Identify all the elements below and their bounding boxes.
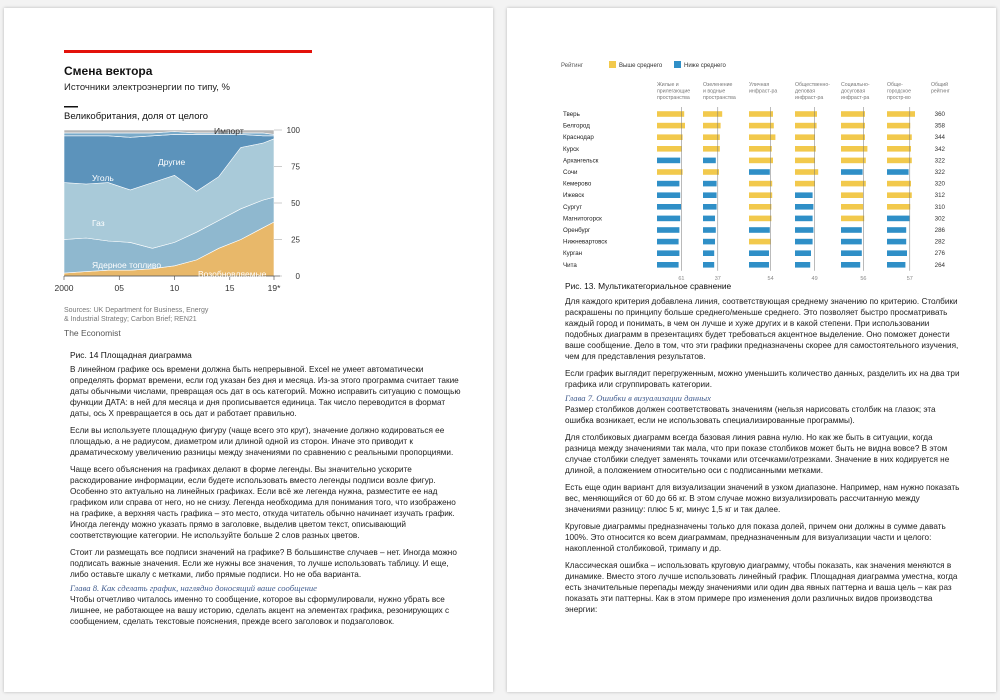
column-header: Уличная инфраст-ра <box>749 82 778 95</box>
bar-mark <box>703 250 714 256</box>
bar-mark <box>795 250 811 256</box>
publisher-logo: The Economist <box>64 328 121 338</box>
row-total-value: 322 <box>934 169 945 176</box>
bar-mark <box>887 250 907 256</box>
area-label-gas: Газ <box>92 218 105 228</box>
paragraph: Если график выглядит перегруженным, можно уменьшить количество данных, разделить их на два три графика или сгруппировать категории. <box>565 369 960 389</box>
bar-mark <box>749 239 771 245</box>
bar-mark <box>887 181 911 187</box>
bar-mark <box>795 181 815 187</box>
body-text-right <box>565 296 963 621</box>
average-value-label: 57 <box>906 275 913 282</box>
x-tick-label: 10 <box>169 283 180 293</box>
bar-mark <box>749 111 773 117</box>
multicategory-bar-chart <box>561 56 961 282</box>
bar-mark <box>887 134 912 140</box>
bar-mark <box>703 111 722 117</box>
average-value-label: 61 <box>678 275 685 282</box>
bar-mark <box>657 158 680 164</box>
bar-mark <box>657 123 685 129</box>
bar-mark <box>887 239 906 245</box>
row-city-label: Кемерово <box>563 180 592 188</box>
paragraph: Стоит ли размещать все подписи значений на графике? В большинстве случаев – нет. Иногда можно подписать важные значения. Если же нужны все значения, то лучше использовать таблицу. И еще, либо оставьте шкалу с метками, либо прямые подписи. Но не оба варианта. <box>70 548 457 579</box>
row-total-value: 282 <box>934 238 945 246</box>
paragraph: Для столбиковых диаграмм всегда базовая линия равна нулю. Но как же быть в ситуации, когда разница между значениями так мала, что при показе столбиков может быть не видна вовсе? В этом случае столбики следует заменять точками или отсечками/отрезками. Значение в них кодируется не длиной, а положением относительно оси с подписанными метками. <box>565 433 950 475</box>
table-row <box>563 250 946 257</box>
x-tick-label: 05 <box>114 283 124 293</box>
row-total-value: 322 <box>934 157 945 165</box>
bar-mark <box>749 146 772 152</box>
y-tick-label: 0 <box>295 272 300 281</box>
bar-mark <box>841 216 864 222</box>
x-tick-label: 15 <box>225 283 235 293</box>
row-total-value: 342 <box>934 145 945 153</box>
bar-mark <box>657 216 680 222</box>
row-city-label: Магнитогорск <box>563 215 602 223</box>
row-total-value: 310 <box>934 203 945 211</box>
bar-mark <box>657 239 679 245</box>
average-value-label: 56 <box>860 275 867 282</box>
figure-caption-13: Рис. 13. Мультикатегориальное сравнение <box>565 281 732 291</box>
row-city-label: Тверь <box>563 111 580 118</box>
row-total-value: 360 <box>934 111 945 118</box>
row-total-value: 264 <box>934 261 945 269</box>
bar-mark <box>749 227 770 233</box>
table-row <box>563 192 946 199</box>
document-page-right <box>507 8 996 692</box>
body-text-left <box>70 364 462 633</box>
y-tick-label: 25 <box>291 235 300 245</box>
row-city-label: Архангельск <box>563 157 599 165</box>
table-row <box>563 157 946 164</box>
bar-mark <box>749 192 772 198</box>
bar-mark <box>657 204 681 210</box>
table-row <box>563 134 946 141</box>
bar-mark <box>795 134 815 140</box>
bar-mark <box>795 204 813 210</box>
paragraph: В линейном графике ось времени должна быть непрерывной. Excel не умеет автоматически определять формат времени, если год указан без дня и месяца. Из-за этого программа считает такие даты обычными числами, превращая ось дат в ось категорий. Можно исправить ситуацию с помощью функции ДАТА: в ней для месяца и дня прописывается единица. Так число переводится в формат даты, ось Х превращается в ось дат и работает правильно. <box>70 365 461 418</box>
bar-mark <box>841 181 866 187</box>
bar-mark <box>657 134 683 140</box>
row-total-value: 358 <box>934 122 945 130</box>
bar-mark <box>841 250 862 256</box>
row-total-value: 286 <box>934 227 945 234</box>
bar-mark <box>841 262 860 268</box>
bar-mark <box>703 216 715 222</box>
bar-mark <box>887 158 912 164</box>
bar-mark <box>703 239 715 245</box>
bar-mark <box>795 111 817 117</box>
row-city-label: Чита <box>563 261 577 269</box>
bar-mark <box>703 262 714 268</box>
average-value-label: 37 <box>714 275 721 282</box>
area-label-renewables: Возобновляемые <box>198 269 267 279</box>
area-label-other: Другие <box>158 157 186 167</box>
bar-mark <box>657 227 679 233</box>
bar-mark <box>887 216 909 222</box>
table-row <box>563 239 946 246</box>
chapter-heading-7: Глава 7. Ошибки в визуализации данных <box>565 393 711 403</box>
economist-accent-bar <box>64 50 312 53</box>
legend-label-above: Выше среднего <box>619 63 663 69</box>
row-total-value: 344 <box>934 134 945 142</box>
y-tick-label: 50 <box>291 199 300 208</box>
table-row <box>563 111 946 118</box>
bar-mark <box>887 146 911 152</box>
bar-mark <box>795 216 813 222</box>
bar-mark <box>841 134 865 140</box>
bar-mark <box>657 250 679 256</box>
y-tick-label: 75 <box>291 162 300 172</box>
average-value-label: 54 <box>767 275 774 282</box>
bar-mark <box>841 192 863 198</box>
row-total-value: 276 <box>934 250 945 258</box>
bar-mark <box>795 123 817 129</box>
panel-label: Великобритания, доля от целого <box>64 111 209 122</box>
bar-mark <box>749 216 771 222</box>
bar-mark <box>749 181 772 187</box>
table-row <box>563 169 946 176</box>
y-tick-label: 100 <box>286 126 300 135</box>
y-axis <box>274 126 301 281</box>
bar-mark <box>841 123 865 129</box>
bar-mark <box>703 227 716 233</box>
column-header: Озеленение и водные пространства <box>703 82 736 101</box>
bar-mark <box>703 134 720 140</box>
x-tick-label: 2000 <box>54 283 74 293</box>
legend-swatch-above <box>609 61 616 68</box>
table-row <box>563 262 946 269</box>
bar-mark <box>703 169 719 175</box>
bar-mark <box>887 262 905 268</box>
bar-mark <box>887 192 912 198</box>
bar-mark <box>749 169 770 175</box>
legend-title: Рейтинг <box>561 63 584 69</box>
column-header: Общий рейтинг <box>931 82 950 95</box>
bar-mark <box>887 123 910 129</box>
row-total-value: 302 <box>934 215 945 223</box>
x-tick-label: 19* <box>267 283 281 293</box>
figure-source-line2: & Industrial Strategy; Carbon Brief; REN21 <box>64 316 197 323</box>
bar-mark <box>749 204 771 210</box>
bar-mark <box>841 111 865 117</box>
row-total-value: 320 <box>934 180 945 188</box>
bar-mark <box>841 227 862 233</box>
paragraph: Если вы используете площадную фигуру (чаще всего это круг), значение должно кодироваться ее площадью, а не радиусом, диаметром или длиной одной из сторон. Иначе это приводит к драматическому увеличению разницы между значениями по сравнению с реальными пропорциями. <box>70 426 454 457</box>
bar-mark <box>749 250 769 256</box>
row-city-label: Сургут <box>563 203 583 211</box>
paragraph: Размер столбиков должен соответствовать значениям (нельзя нарисовать столбик на глазок; эта ошибка возникает, если не использовать специализированные программы). <box>565 405 936 425</box>
bar-mark <box>703 146 720 152</box>
bar-mark <box>795 262 810 268</box>
table-row <box>563 146 946 153</box>
figure-source-line1: Sources: UK Department for Business, Energy <box>64 307 209 314</box>
bar-mark <box>795 227 813 233</box>
bar-mark <box>841 169 863 175</box>
bar-mark <box>703 204 717 210</box>
paragraph: Для каждого критерия добавлена линия, соответствующая среднему значению по критерию. Столбики раскрашены по принципу больше среднего/меньше среднего. Это позволяет быстро просматривать каждый город и понимать, в чем он лучше и хуже других и в какой степени. При использовании подобных диаграмм в презентациях будет требоваться акцентное выделение. Оно поможет донести ваше сообщение. Дело в том, что эти графики предназначены скорее для самостоятельного изучения, чем для представления результатов. <box>565 297 959 361</box>
bar-mark <box>749 158 773 164</box>
column-header: Общественно-деловая инфраст-ра <box>795 82 830 101</box>
bar-mark <box>887 169 909 175</box>
table-row <box>563 181 946 188</box>
row-city-label: Курск <box>563 145 579 153</box>
paragraph: Круговые диаграммы предназначены только для показа долей, причем они должны в сумме давать 100%. Это относится ко всем диаграммам, предназначенным для визуализации части и целого: накопленной столбиковой, тримапу и др. <box>565 522 946 553</box>
bar-mark <box>657 262 679 268</box>
paragraph: Чтобы отчетливо читалось именно то сообщение, которое вы сформулировали, нужно убрать все лишнее, не работающее на вашу историю, сделать акцент на элементах графика, резонирующих с сообщением, сделать текстовые пояснения, прежде всего заголовок и подзаголовок. <box>70 595 450 626</box>
bar-mark <box>657 146 682 152</box>
row-city-label: Ижевск <box>563 192 585 200</box>
bar-mark <box>657 111 684 117</box>
legend-label-below: Ниже среднего <box>684 63 726 69</box>
area-label-coal: Уголь <box>92 173 114 183</box>
area-label-import: Импорт <box>214 126 244 136</box>
bar-mark <box>841 204 863 210</box>
area-label-nuclear: Ядерное топливо <box>92 260 162 270</box>
row-city-label: Сочи <box>563 169 578 176</box>
bar-mark <box>795 158 815 164</box>
bar-mark <box>887 204 910 210</box>
legend-swatch-below <box>674 61 681 68</box>
bar-mark <box>703 158 716 164</box>
figure-caption-14: Рис. 14 Площадная диаграмма <box>70 350 192 360</box>
bar-mark <box>657 192 680 198</box>
bar-mark <box>887 227 906 233</box>
figure-subtitle: Источники электроэнергии по типу, % <box>64 82 230 93</box>
table-row <box>563 123 946 130</box>
bar-mark <box>749 262 769 268</box>
column-header: Социально-досуговая инфраст-ра <box>841 82 870 101</box>
table-row <box>563 227 946 234</box>
table-row <box>563 204 946 211</box>
stacked-area-chart-figure <box>54 50 324 340</box>
area-plot <box>64 130 280 276</box>
bar-mark <box>703 192 717 198</box>
bar-mark <box>795 146 816 152</box>
average-value-label: 49 <box>811 275 818 282</box>
panel-label-marker <box>64 106 78 108</box>
bar-mark <box>703 181 717 187</box>
column-header: Жилые и прилегающие пространства <box>657 82 691 101</box>
row-city-label: Белгород <box>563 122 590 130</box>
paragraph: Классическая ошибка – использовать круговую диаграмму, чтобы показать, как значения меняются в динамике. Вместо этого лучше использовать линейный график. Площадная диаграмма уместна, когда есть значительные перепады между значениями или один два явных паттерна и ваша цель – как раз показать эти паттерны. Как в этом примере про изменения доли различных видов производства энергии: <box>565 561 958 614</box>
bar-mark <box>841 158 866 164</box>
row-city-label: Курган <box>563 250 583 258</box>
paragraph: Есть еще один вариант для визуализации значений в узком диапазоне. Например, нам нужно показать вес, меняющийся от 60 до 66 кг. В этом случае можно визуализировать рассчитанную между значениями разницу: плюс 5 кг, минус 1,5 кг и так далее. <box>565 483 960 514</box>
chapter-heading-8: Глава 8. Как сделать график, наглядно доносящий ваше сообщение <box>70 583 317 593</box>
figure-title: Смена вектора <box>64 64 153 78</box>
document-page-left <box>4 8 493 692</box>
table-row <box>563 215 946 222</box>
bar-mark <box>657 181 679 187</box>
bar-mark <box>841 239 862 245</box>
row-city-label: Краснодар <box>563 134 594 142</box>
row-total-value: 312 <box>934 192 945 200</box>
bar-mark <box>749 123 774 129</box>
bar-mark <box>795 192 813 198</box>
row-city-label: Оренбург <box>563 227 591 234</box>
bar-mark <box>795 239 813 245</box>
row-city-label: Нижневартовск <box>563 238 608 246</box>
bar-mark <box>749 134 775 140</box>
bar-mark <box>657 169 683 175</box>
column-header: Обще-городское простр-во <box>887 82 912 101</box>
bar-mark <box>887 111 915 117</box>
paragraph: Чаще всего объяснения на графиках делают в форме легенды. Вы значительно ускорите раскодирование информации, если будете использовать вместо легенды подписи возле фигур. Особенно это актуально на линейных графиках. Если всё же легенда нужна, разместите ее над графиком или справа от него, но не снизу. Легенда необходима для понимания того, что изображено на графике, а верхняя часть графика – это место, откуда читатель обычно начинает изучать график. Иногда легенду можно указать прямо в заголовке, выделив цветом текст, описывающий соответствующие категории. Не используйте больше 2 слов разных цветов. <box>70 465 456 540</box>
